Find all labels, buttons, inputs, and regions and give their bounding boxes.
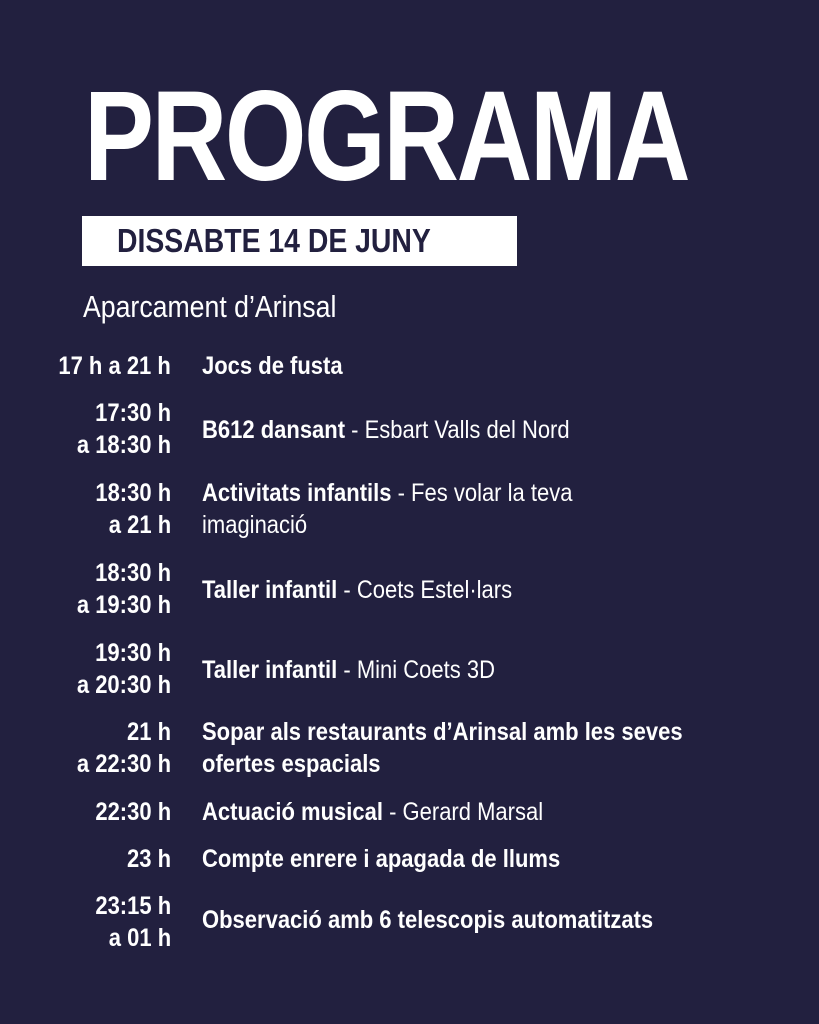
activity-detail: Mini Coets 3D: [356, 656, 495, 684]
activity-separator: -: [382, 798, 403, 826]
schedule-activity: [202, 796, 748, 828]
activity-name: Jocs de fusta: [202, 352, 343, 380]
schedule-time: [95, 890, 171, 954]
activity-name: Taller infantil: [202, 656, 338, 684]
activity-detail: Gerard Marsal: [402, 798, 544, 826]
schedule-time: [95, 477, 171, 541]
time-end: a 18:30 h: [76, 431, 171, 459]
time-start: 18:30 h: [95, 479, 171, 507]
activity-separator: -: [337, 656, 357, 684]
schedule-activity: [202, 904, 748, 936]
date-label: DISSABTE 14 DE JUNY: [117, 222, 431, 259]
schedule-time: [77, 637, 171, 701]
time-start: 22:30 h: [95, 798, 171, 826]
activity-separator: -: [337, 576, 357, 604]
schedule-activity: [202, 350, 748, 382]
activity-separator: -: [345, 416, 365, 444]
schedule-activity: [202, 477, 624, 541]
time-start: 21 h: [126, 718, 171, 746]
activity-detail: Fes volar la teva imaginació: [202, 479, 573, 539]
activity-detail: Coets Estel·lars: [356, 576, 513, 604]
schedule-time: [77, 397, 171, 461]
schedule-time: [58, 350, 171, 382]
activity-separator: -: [391, 479, 412, 507]
time-start: 17:30 h: [95, 399, 171, 427]
activity-name: Observació amb 6 telescopis automatitzats: [202, 906, 654, 934]
time-end: a 22:30 h: [76, 750, 171, 778]
activity-name: Sopar als restaurants d’Arinsal amb les seves ofertes espacials: [202, 718, 683, 778]
time-start: 19:30 h: [95, 639, 171, 667]
time-end: a 19:30 h: [76, 591, 171, 619]
schedule-time: [77, 557, 171, 621]
schedule-time: [77, 716, 171, 780]
schedule-activity: [202, 716, 748, 780]
date-banner: [82, 216, 517, 266]
time-start: 17 h a 21 h: [58, 352, 171, 380]
schedule-time: [127, 843, 171, 875]
schedule-activity: [202, 843, 748, 875]
time-start: 23 h: [126, 845, 171, 873]
activity-name: Compte enrere i apagada de llums: [202, 845, 561, 873]
time-start: 23:15 h: [95, 892, 171, 920]
time-end: a 01 h: [108, 924, 171, 952]
schedule-activity: [202, 654, 748, 686]
activity-detail: Esbart Valls del Nord: [364, 416, 570, 444]
activity-name: B612 dansant: [202, 416, 346, 444]
activity-name: Activitats infantils: [202, 479, 392, 507]
page-title: PROGRAMA: [84, 65, 689, 208]
venue-label: Aparcament d’Arinsal: [83, 289, 337, 324]
activity-name: Actuació musical: [202, 798, 383, 826]
time-start: 18:30 h: [95, 559, 171, 587]
time-end: a 21 h: [108, 511, 171, 539]
activity-name: Taller infantil: [202, 576, 338, 604]
schedule-activity: [202, 414, 748, 446]
schedule-activity: [202, 574, 748, 606]
time-end: a 20:30 h: [76, 671, 171, 699]
schedule-time: [95, 796, 171, 828]
